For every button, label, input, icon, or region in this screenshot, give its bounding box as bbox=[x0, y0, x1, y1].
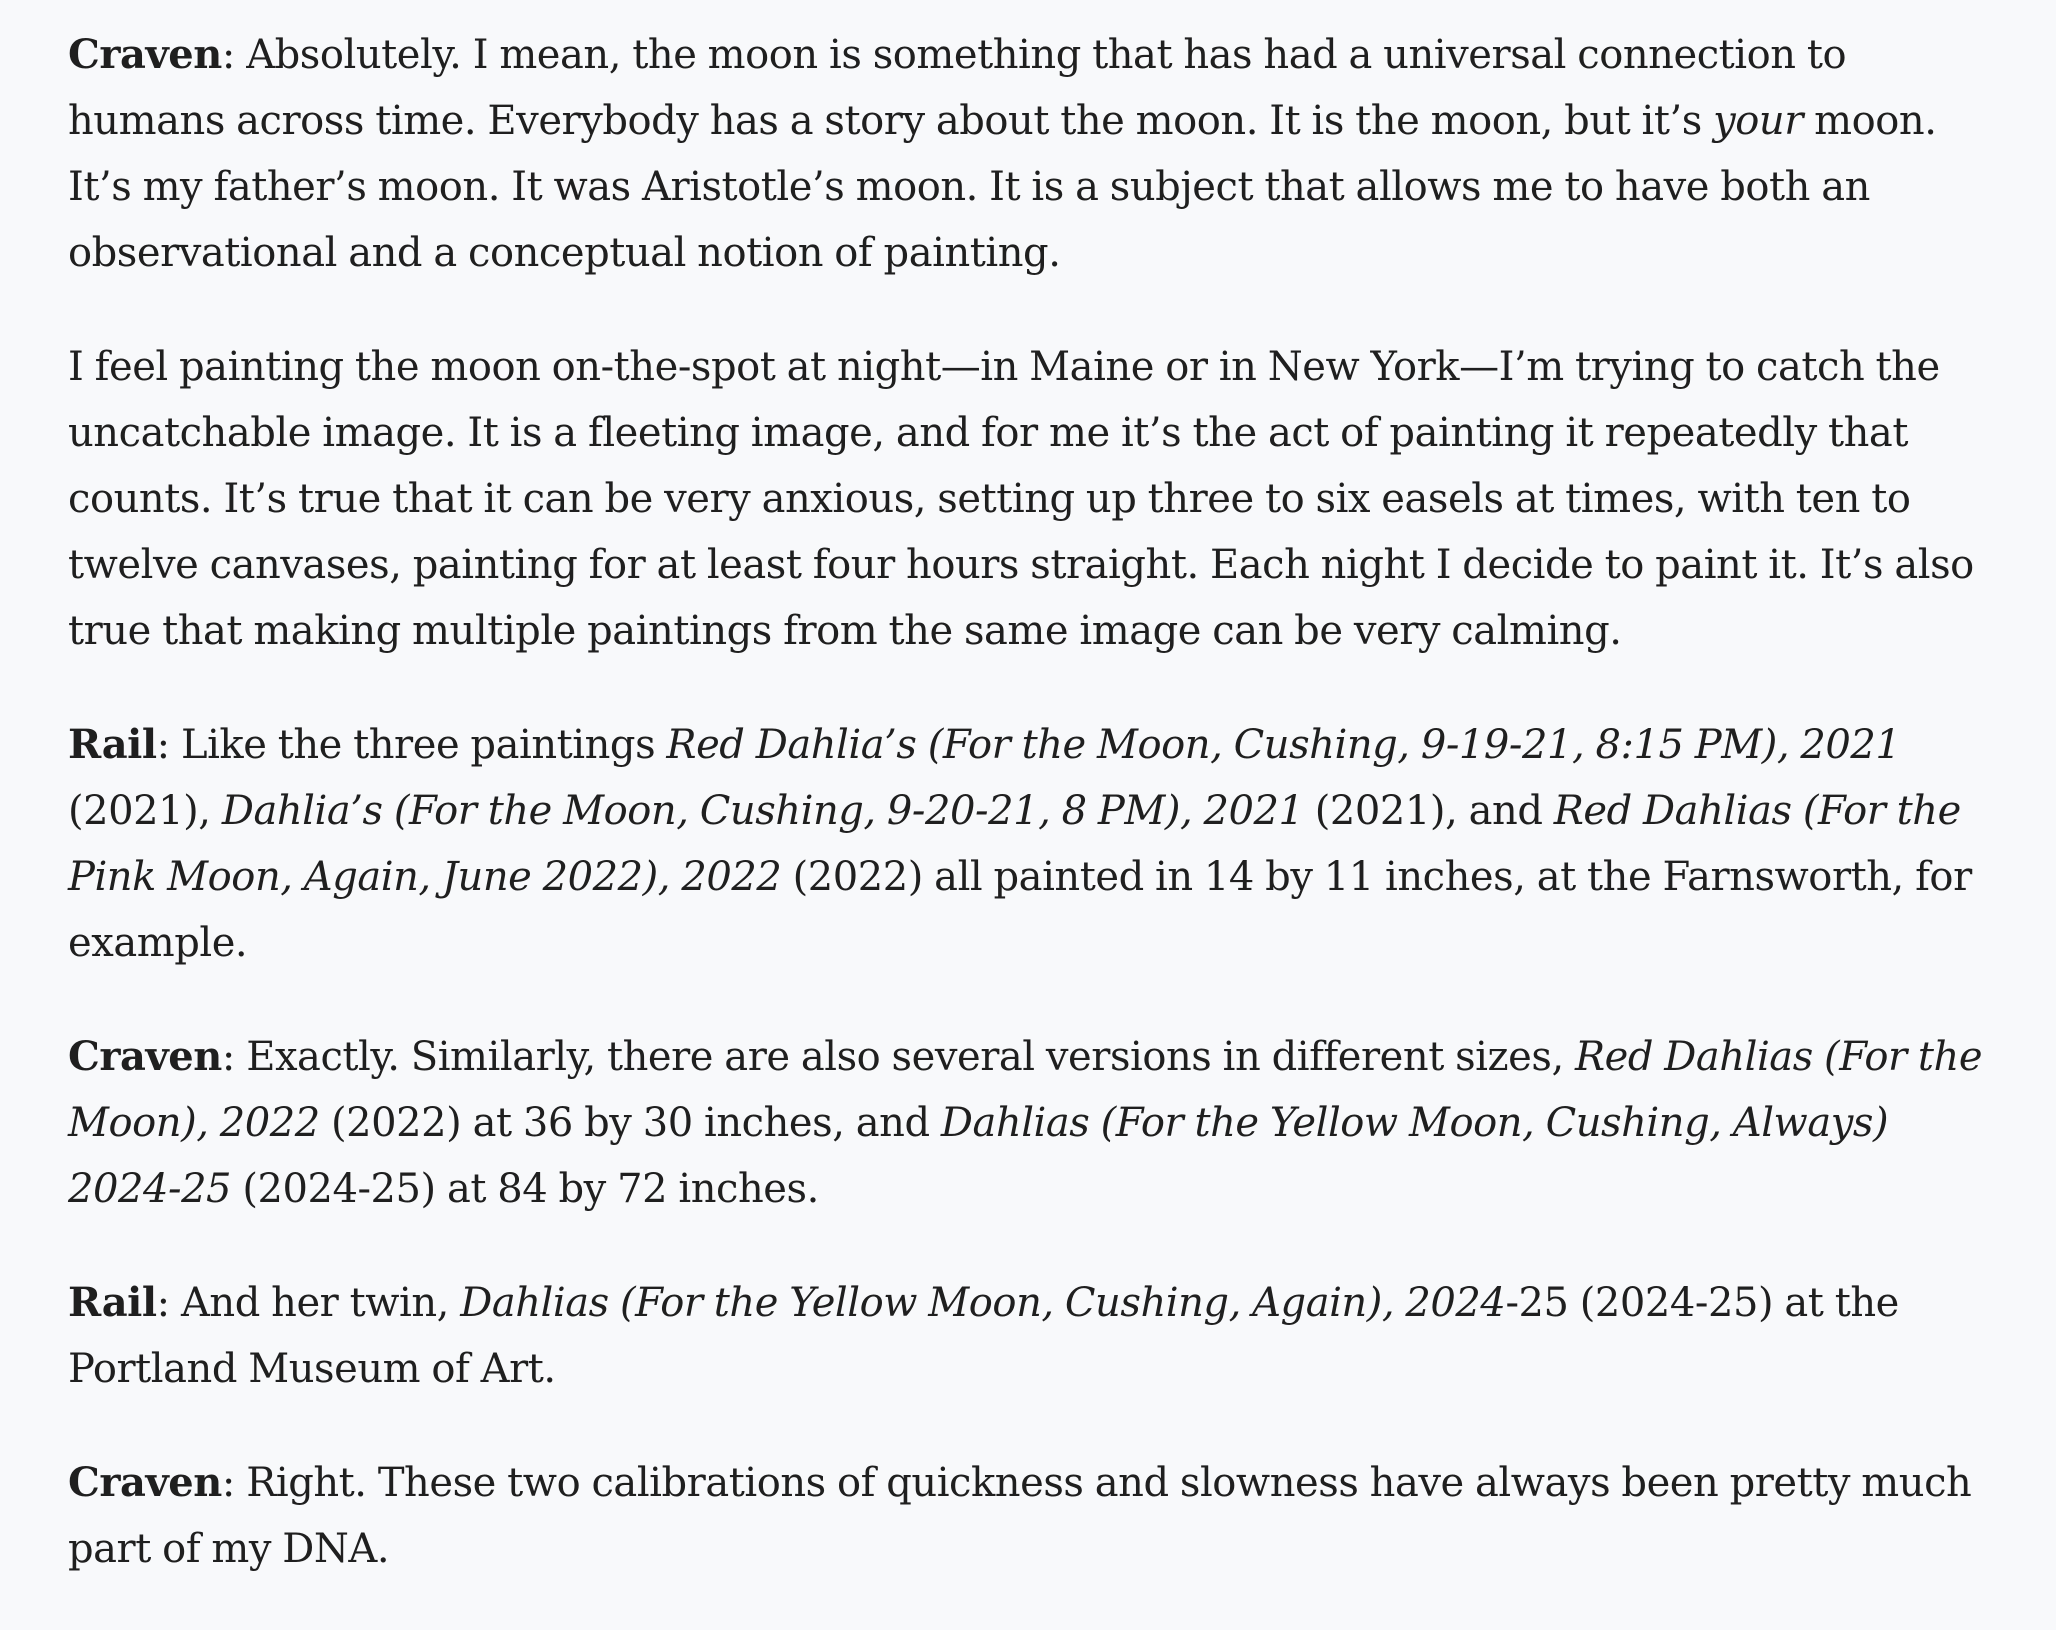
paragraph-rail-1 bbox=[68, 712, 1998, 976]
paragraph-craven-1 bbox=[68, 22, 1998, 286]
text-run: -25 (2024-25) at the Portland Museum of Art. bbox=[68, 1280, 1899, 1392]
artwork-title: Red Dahlias (For the Pink Moon, Again, June 2022), 2022 bbox=[68, 788, 1961, 900]
text-run: (2022) at 36 by 30 inches, and bbox=[319, 1100, 941, 1146]
text-run: : And her twin, bbox=[156, 1280, 461, 1326]
paragraph-craven-continued bbox=[68, 334, 1998, 664]
artwork-title: Dahlias (For the Yellow Moon, Cushing, Again), 2024 bbox=[460, 1280, 1506, 1326]
paragraph-craven-2 bbox=[68, 1024, 1998, 1222]
paragraph-rail-2 bbox=[68, 1270, 1998, 1402]
text-run: (2022) all painted in 14 by 11 inches, at the Farnsworth, for example. bbox=[68, 854, 1972, 966]
artwork-title: Red Dahlia’s (For the Moon, Cushing, 9-19-21, 8:15 PM), 2021 bbox=[666, 722, 1901, 768]
text-run: : Exactly. Similarly, there are also several versions in different sizes, bbox=[221, 1034, 1575, 1080]
artwork-title: Dahlia’s (For the Moon, Cushing, 9-20-21, 8 PM), 2021 bbox=[221, 788, 1304, 834]
text-run: moon. It’s my father’s moon. It was Aristotle’s moon. It is a subject that allows me to have both an observational and a conceptual notion of painting. bbox=[68, 98, 1937, 276]
speaker-name: Rail bbox=[68, 721, 157, 768]
text-run-italic: your bbox=[1713, 98, 1803, 144]
text-run: I feel painting the moon on-the-spot at night—in Maine or in New York—I’m trying to catch the uncatchable image. It is a fleeting image, and for me it’s the act of painting it repeatedly that counts. It’s true that it can be very anxious, setting up three to six easels at times, with ten to twelve canvases, painting for at least four hours straight. Each night I decide to paint it. It’s also true that making multiple paintings from the same image can be very calming. bbox=[68, 344, 1974, 654]
speaker-name: Craven bbox=[68, 31, 222, 78]
text-run: : Like the three paintings bbox=[156, 722, 667, 768]
artwork-title: Red Dahlias (For the Moon), 2022 bbox=[68, 1034, 1983, 1146]
text-run: : Absolutely. I mean, the moon is something that has had a universal connection to humans across time. Everybody has a story about the moon. It is the moon, but it’s bbox=[68, 32, 1847, 144]
paragraph-craven-3 bbox=[68, 1450, 1998, 1582]
interview-article bbox=[68, 22, 1998, 1630]
text-run: (2021), bbox=[68, 788, 222, 834]
speaker-name: Craven bbox=[68, 1033, 222, 1080]
artwork-title: Dahlias (For the Yellow Moon, Cushing, Always) 2024-25 bbox=[68, 1100, 1889, 1212]
speaker-name: Craven bbox=[68, 1459, 222, 1506]
text-run: : Right. These two calibrations of quickness and slowness have always been pretty much part of my DNA. bbox=[68, 1460, 1972, 1572]
text-run: (2024-25) at 84 by 72 inches. bbox=[231, 1166, 819, 1212]
text-run: (2021), and bbox=[1303, 788, 1554, 834]
speaker-name: Rail bbox=[68, 1279, 157, 1326]
